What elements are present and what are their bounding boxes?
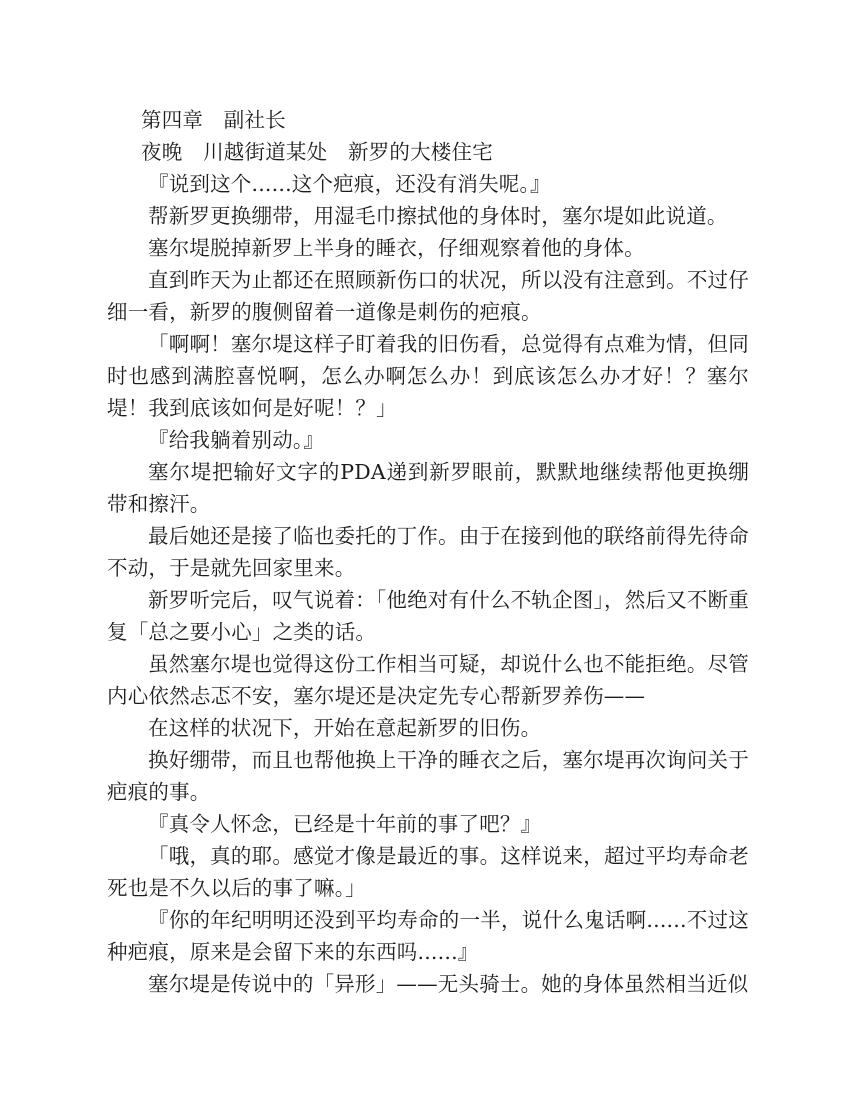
body-paragraph: 塞尔堤是传说中的「异形」——无头骑士。她的身体虽然相当近似: [148, 972, 749, 996]
body-paragraph: 换好绷带，而且也帮他换上干净的睡衣之后，塞尔堤再次询问关于疤痕的事。: [107, 748, 749, 804]
body-paragraph: 新罗听完后，叹气说着：「他绝对有什么不轨企图」，然后又不断重复「总之要小心」之类的话。: [107, 588, 749, 644]
body-paragraph: 塞尔堤把输好文字的PDA递到新罗眼前，默默地继续帮他更换绷带和擦汗。: [107, 460, 749, 516]
body-paragraph: 『你的年纪明明还没到平均寿命的一半，说什么鬼话啊......不过这种疤痕，原来是会留下来的东西吗......』: [107, 908, 749, 964]
page-text-block: [107, 104, 749, 1000]
chapter-heading: 第四章 副社长: [141, 108, 286, 132]
body-paragraph: 虽然塞尔堤也觉得这份工作相当可疑，却说什么也不能拒绝。尽管内心依然忐忑不安，塞尔堤还是决定先专心帮新罗养伤——: [107, 652, 749, 708]
body-paragraph: 在这样的状况下，开始在意起新罗的旧伤。: [148, 716, 542, 740]
body-paragraph: 「啊啊！塞尔堤这样子盯着我的旧伤看，总觉得有点难为情，但同时也感到满腔喜悦啊，怎么办啊怎么办！到底该怎么办才好！？塞尔堤！我到底该如何是好呢！？」: [107, 332, 749, 420]
scene-heading: 夜晚 川越街道某处 新罗的大楼住宅: [141, 140, 493, 164]
body-paragraph: 『说到这个......这个疤痕，还没有消失呢。』: [148, 172, 551, 196]
body-paragraph: 帮新罗更换绷带，用湿毛巾擦拭他的身体时，塞尔堤如此说道。: [148, 204, 728, 228]
body-paragraph: 最后她还是接了临也委托的丁作。由于在接到他的联络前得先待命不动，于是就先回家里来。: [107, 524, 749, 580]
body-paragraph: 『真令人怀念，已经是十年前的事了吧？』: [148, 812, 542, 836]
body-paragraph: 「哦，真的耶。感觉才像是最近的事。这样说来，超过平均寿命老死也是不久以后的事了嘛。」: [107, 844, 749, 900]
body-paragraph: 塞尔堤脱掉新罗上半身的睡衣，仔细观察着他的身体。: [148, 236, 645, 260]
body-paragraph: 直到昨天为止都还在照顾新伤口的状况，所以没有注意到。不过仔细一看，新罗的腹侧留着一道像是刺伤的疤痕。: [107, 268, 749, 324]
body-paragraph: 『给我躺着别动。』: [148, 428, 325, 452]
